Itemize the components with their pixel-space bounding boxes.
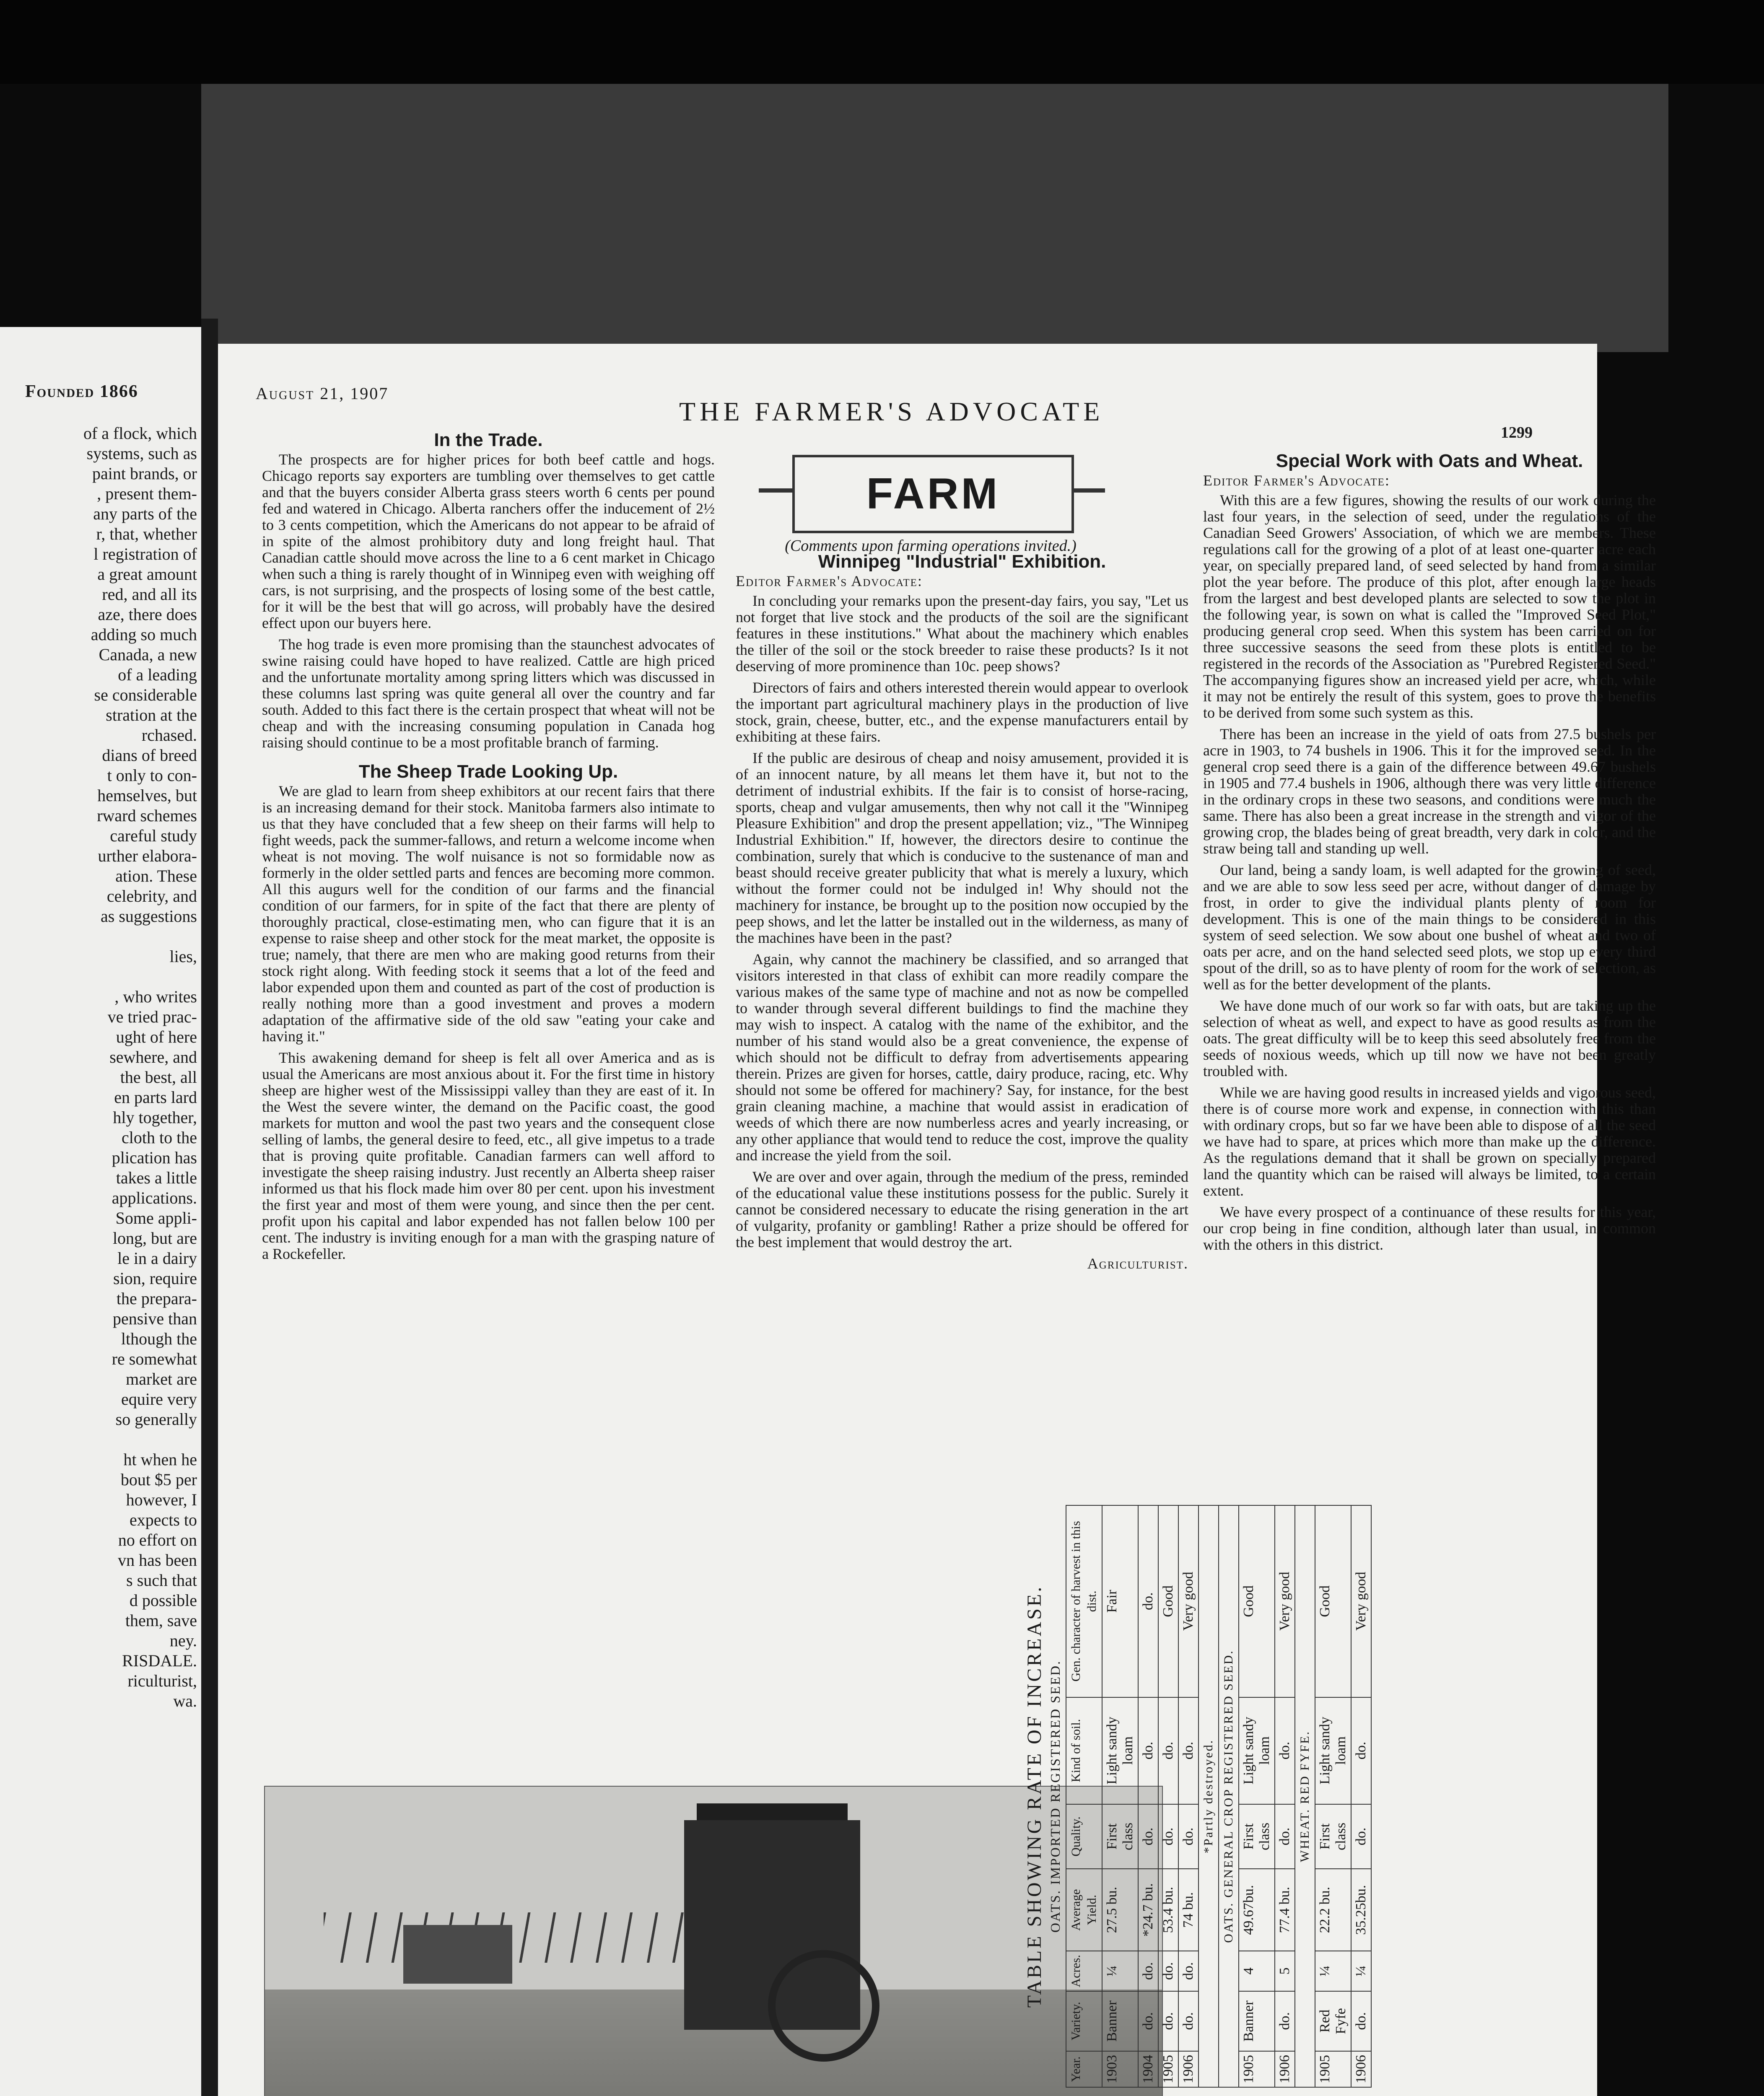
table-cell: 77.4 bu. <box>1275 1869 1295 1951</box>
paragraph: This awakening demand for sheep is felt all over America and as is usual the Americans are most anxious about it. For the first time in history sheep are higher west of the Mississippi valley than they are east of it. In the West the severe winter, the demand on the Pacific coast, the good markets for mutton and wool the past two years and the consequent close selling of lambs, the general desire to feed, etc., all give impetus to a trade that is proving quite profitable. Canadian farmers can well afford to investigate the sheep raising industry. Just recently an Alberta sheep raiser informed us that his flock made him over 80 per cent. upon his investment the first year and most of them were young, and since then the per cent. profit upon his capital and labor expended has not fallen below 100 per cent. The industry is inviting enough for a man with the grasping nature of a Rockefeller. <box>262 1049 715 1262</box>
issue-date: August 21, 1907 <box>256 384 389 403</box>
table-cell: do. <box>1275 1804 1295 1869</box>
left-page-line: rward schemes <box>97 806 197 825</box>
table-column-header: Kind of soil. <box>1066 1697 1102 1804</box>
left-page-line: sion, require <box>113 1269 197 1288</box>
left-page-line: the prepara- <box>116 1289 197 1308</box>
left-page-line: urther elabora- <box>98 846 197 865</box>
table-cell: ¼ <box>1102 1951 1138 1991</box>
table-cell: do. <box>1275 1991 1295 2051</box>
film-border-top <box>0 0 1764 84</box>
left-page-line: re somewhat <box>112 1349 197 1368</box>
left-page-line: riculturist, <box>127 1671 197 1690</box>
left-page-line: paint brands, or <box>92 464 197 483</box>
left-page-line: le in a dairy <box>117 1249 197 1268</box>
table-cell: Very good <box>1178 1505 1198 1697</box>
table-cell: 1904 <box>1138 2051 1158 2087</box>
left-page-line <box>0 967 197 987</box>
left-page-line: pensive than <box>112 1309 197 1328</box>
table-section-title: WHEAT. RED FYFE. <box>1295 1505 1315 2087</box>
engine-wheel-shape <box>768 1950 879 2062</box>
left-page-line: careful study <box>110 826 197 845</box>
table-cell: do. <box>1138 1804 1158 1869</box>
table-row <box>1102 1505 1138 2087</box>
paragraph: If the public are desirous of cheap and noisy amusement, provided it is of an innocent nature, by all means let them have it, but not to the detriment of industrial exhibits. If the fair is to consist of horse-racing, sports, cheap and vulgar amusements, then why not call it the ''Winnipeg Pleasure Exhibition'' and drop the present appellation; viz., ''The Winnipeg Industrial Exhibition.'' If, however, the directors desire to continue the combination, surely that which is conducive to the sustenance of man and beast should receive greater publicity that what is merely a luxury, which without the former could not be indulged in! Why should not the machinery for instance, be brought up to the position now occupied by the peep shows, and let the latter be installed out in the wilderness, as many of the machines have been in the past? <box>736 750 1188 946</box>
table-cell: do. <box>1158 1804 1178 1869</box>
left-page-line: r, that, whether <box>96 524 197 543</box>
paragraph: We are glad to learn from sheep exhibitors at our recent fairs that there is an increasing demand for their stock. Manitoba farmers also intimate to us that they have concluded that a few sheep on their farms will help to fight weeds, pack the summer-fallows, and return a welcome income when wheat is not moving. The wolf nuisance is not so formidable now as formerly in the older settled parts and fences are becoming more common. All this augurs well for the condition of our farms and the financial condition of our farmers, for in spite of the fact that there are plenty of thoroughly practical, close-estimating men, who can figure that it is an expense to raise sheep and other stock for the meat market, the opposite is true; namely, that there are men who are making good returns from their stock right along. With feeding stock it seems that a lot of the feed and labor expended upon them and counted as part of the cost of production is really nothing more than a good investment and proves a modern adaptation of the affirmative side of the old saw "eating your cake and having it." <box>262 783 715 1045</box>
left-page-line: ation. These <box>115 866 197 885</box>
left-page-line: celebrity, and <box>106 887 197 905</box>
left-page-line: expects to <box>129 1510 197 1529</box>
left-page-line: aze, there does <box>98 605 197 624</box>
left-page-line: en parts lard <box>114 1088 197 1107</box>
paragraph: We have done much of our work so far with oats, but are taking up the selection of wheat as well, and expect to have as good results as from the oats. The great difficulty will be to keep this seed absolutely free from the seeds of noxious weeds, which up till now we have not been greatly troubled with. <box>1203 997 1656 1079</box>
table-cell: do. <box>1178 1804 1198 1869</box>
paragraph: The prospects are for higher prices for both beef cattle and hogs. Chicago reports say exporters are tumbling over themselves to get cattle and that the buyers consider Alberta grass steers worth 6 cents per pound fed and watered in Chicago. Alberta ranchers offer the inducement of 2½ to 3 cents competition, which the Americans do not appear to be afraid of in spite of the almost prohibitory duty and long freight haul. That Canadian cattle should move across the line to a 6 cent market in Chicago when such a thing is rarely thought of in Winnipeg even with weighing off cars, is not surprising, and the prospects of losing some of the best cattle, for it will be the best that will go across, will probably have the desired effect upon our buyers here. <box>262 451 715 631</box>
table-section-row <box>1295 1505 1315 2087</box>
table-section-title: *Partly destroyed. <box>1198 1505 1219 2087</box>
left-page-line: wa. <box>173 1691 197 1710</box>
left-page-line: hly together, <box>113 1108 197 1127</box>
table-cell: 1906 <box>1275 2051 1295 2087</box>
column-1 <box>262 432 715 1267</box>
table-cell: 1903 <box>1102 2051 1138 2087</box>
table-cell: do. <box>1178 1697 1198 1804</box>
left-page-line: l registration of <box>93 545 197 563</box>
table-column-header: Gen. character of harvest in this dist. <box>1066 1505 1102 1697</box>
table-row <box>1158 1505 1178 2087</box>
table-cell: do. <box>1138 1505 1158 1697</box>
table-section-row <box>1198 1505 1219 2087</box>
left-page-line: d possible <box>129 1591 197 1610</box>
left-page-line: them, save <box>125 1611 197 1630</box>
paragraph: We are over and over again, through the medium of the press, reminded of the educational value these institutions possess for the public. Surely it cannot be considered necessary to educate the rising generation in the art of vulgarity, profanity or gambling! Rather a prize should be offered for the best implement that would destroy the art. <box>736 1168 1188 1250</box>
left-page-line: takes a little <box>116 1168 197 1187</box>
left-page-line: RISDALE. <box>122 1651 197 1670</box>
left-page-line: of a leading <box>118 665 197 684</box>
table-cell: First class <box>1315 1804 1351 1869</box>
page-number: 1299 <box>1501 424 1533 441</box>
left-page-line: Canada, a new <box>99 645 197 664</box>
paragraph: There has been an increase in the yield of oats from 27.5 bushels per acre in 1903, to 74 bushels in 1906. This it for the improved seed. In the general crop seed there is a gain of the difference between 49.67 bushels in 1905 and 77.4 bushels in 1906, although there was very little difference in the ordinary crops in these two seasons, and conditions were much the same. There has also been a great increase in the strength and vigor of the growing crop, the blades being of great breadth, very dark in color, and the straw being tall and standing up well. <box>1203 726 1656 857</box>
left-page-line: Some appli- <box>115 1209 197 1227</box>
paragraph: Our land, being a sandy loam, is well adapted for the growing of seed, and we are able to sow less seed per acre, without danger of damage by frost, in order to give the individual plants plenty of room for development. This is one of the main things to be considered in this system of seed selection. We sow about one bushel of wheat and two of oats per acre, and on the hand selected seed plots, we stop up every third spout of the drill, so as to have plenty of room for the work of selection, as well as for the better development of the plants. <box>1203 861 1656 993</box>
table-cell: do. <box>1138 1697 1158 1804</box>
left-page-line: equire very <box>121 1390 197 1409</box>
table-cell: Very good <box>1351 1505 1371 1697</box>
left-page-line: applications. <box>112 1188 197 1207</box>
table-cell: 22.2 bu. <box>1315 1869 1351 1951</box>
left-page-line: dians of breed <box>102 746 197 765</box>
column-2 <box>736 553 1188 1272</box>
table-cell: do. <box>1178 1991 1198 2051</box>
table-cell: Good <box>1239 1505 1275 1697</box>
section-subtitle: (Comments upon farming operations invited.) <box>785 537 1077 555</box>
left-page-line: plication has <box>112 1148 197 1167</box>
table-cell: do. <box>1178 1951 1198 1991</box>
table-cell: do. <box>1351 1697 1371 1804</box>
table-cell: Light sandy loam <box>1102 1697 1138 1804</box>
table-cell: 49.67bu. <box>1239 1869 1275 1951</box>
table-title: TABLE SHOWING RATE OF INCREASE. <box>1023 1585 1045 2008</box>
table-cell: First class <box>1239 1804 1275 1869</box>
rate-of-increase-table <box>1023 1505 1413 2088</box>
table-cell: 1906 <box>1178 2051 1198 2087</box>
table-cell: do. <box>1158 1951 1178 1991</box>
left-page-line: bout $5 per <box>120 1470 197 1489</box>
table-cell: Banner <box>1239 1991 1275 2051</box>
table-row <box>1239 1505 1275 2087</box>
table-cell: First class <box>1102 1804 1138 1869</box>
left-page-line: no effort on <box>118 1530 197 1549</box>
left-page-line: vn has been <box>118 1551 197 1569</box>
table-row <box>1138 1505 1158 2087</box>
left-page-line: ney. <box>169 1631 197 1650</box>
table-row <box>1351 1505 1371 2087</box>
left-page-text <box>0 423 197 1711</box>
table-cell: do. <box>1158 1697 1178 1804</box>
left-page-line: , who writes <box>114 987 197 1006</box>
table-cell: 4 <box>1239 1951 1275 1991</box>
table-cell: Light sandy loam <box>1239 1697 1275 1804</box>
table-column-header: Variety. <box>1066 1991 1102 2051</box>
left-page-line: a great amount <box>97 565 197 584</box>
table-cell: ¼ <box>1351 1951 1371 1991</box>
left-page-line: systems, such as <box>86 444 197 463</box>
paragraph: In concluding your remarks upon the present-day fairs, you say, ''Let us not forget that live stock and the products of the soil are the significant features in these institutions.'' What about the machinery which enables the tiller of the soil or the stock breeder to raise these products? Is it not deserving of more prominence than 10c. peep shows? <box>736 592 1188 674</box>
table-column-header: Year. <box>1066 2051 1102 2087</box>
table-cell: 35.25bu. <box>1351 1869 1371 1951</box>
left-page-line <box>0 926 197 947</box>
table-cell: 1905 <box>1315 2051 1351 2087</box>
table-section-title: OATS. GENERAL CROP REGISTERED SEED. <box>1219 1505 1239 2087</box>
table-cell: 1905 <box>1158 2051 1178 2087</box>
left-page-line: lthough the <box>121 1329 197 1348</box>
table-cell: 1906 <box>1351 2051 1371 2087</box>
left-page-line: lies, <box>169 947 197 966</box>
table-row <box>1275 1505 1295 2087</box>
paragraph: We have every prospect of a continuance of these results for this year, our crop being in fine condition, although later than usual, in common with the others in this district. <box>1203 1204 1656 1253</box>
table-cell: Good <box>1158 1505 1178 1697</box>
signature: Agriculturist. <box>1087 1255 1188 1272</box>
left-page-line <box>0 1429 197 1450</box>
table-column-header: Quality. <box>1066 1804 1102 1869</box>
table-cell: do. <box>1275 1697 1295 1804</box>
left-page-line: of a flock, which <box>83 424 197 443</box>
left-page-line: any parts of the <box>93 504 197 523</box>
table-cell: do. <box>1158 1991 1178 2051</box>
paragraph: While we are having good results in increased yields and vigorous seed, there is of course more work and expense, in connection with this than with ordinary crops, but so far we have been able to dispose of all the seed we have had to spare, at prices which more than make up the difference. As the regulations demand that it shall be grown on specially prepared land the quantity which can be raised will always be limited, to a certain extent. <box>1203 1084 1656 1199</box>
table-cell: 53.4 bu. <box>1158 1869 1178 1951</box>
table-cell: do. <box>1138 1991 1158 2051</box>
section-banner <box>792 455 1074 533</box>
left-page-line: , present them- <box>97 484 197 503</box>
table-cell: Fair <box>1102 1505 1138 1697</box>
table-cell: do. <box>1138 1951 1158 1991</box>
table-row <box>1178 1505 1198 2087</box>
left-page-line: the best, all <box>120 1068 197 1087</box>
paragraph: Again, why cannot the machinery be classified, and so arranged that visitors interested in that class of exhibit can more readily compare the various makes of the same type of machine and not as now be compelled to wander through several different buildings to find the machine they may wish to inspect. A catalog with the name of the exhibitor, and the number of his stand would also be a great convenience, the expense of which should not be difficult to defray from advertisements appearing therein. Prizes are given for horses, cattle, dairy produce, racing, etc. Why should not some be offered for machinery? Say, for instance, for the best grain cleaning machine, a machine that would assist in eradication of weeds of which there are now numberless acres and yearly increasing, or any other appliance that would tend to reduce the cost, improve the quality and increase the yield from the soil. <box>736 951 1188 1164</box>
left-facing-page <box>0 327 201 2096</box>
left-page-line: se considerable <box>94 685 197 704</box>
data-table <box>1066 1505 1372 2088</box>
left-page-line: ught of here <box>116 1027 197 1046</box>
article-heading-sheep: The Sheep Trade Looking Up. <box>358 761 618 782</box>
table-header-row <box>1066 1505 1102 2087</box>
horse-team-shape <box>403 1925 512 1984</box>
table-cell: Good <box>1315 1505 1351 1697</box>
table-cell: 27.5 bu. <box>1102 1869 1138 1951</box>
left-page-line: s such that <box>126 1571 197 1590</box>
table-cell: *24.7 bu. <box>1138 1869 1158 1951</box>
table-row <box>1315 1505 1351 2087</box>
banner-rule-right <box>1071 488 1105 493</box>
left-page-line: adding so much <box>91 625 197 644</box>
left-page-line: so generally <box>115 1410 197 1429</box>
left-page-line: cloth to the <box>122 1128 197 1147</box>
table-cell: Very good <box>1275 1505 1295 1697</box>
table-cell: Banner <box>1102 1991 1138 2051</box>
table-column-header: Average Yield. <box>1066 1869 1102 1951</box>
table-section-row <box>1219 1505 1239 2087</box>
article-heading-trade: In the Trade. <box>434 430 543 450</box>
salutation: Editor Farmer's Advocate: <box>736 573 923 589</box>
left-page-line: sewhere, and <box>109 1048 197 1066</box>
article-heading-exhibition: Winnipeg "Industrial" Exhibition. <box>818 551 1106 572</box>
section-banner-label: FARM <box>866 470 1000 518</box>
left-page-line: red, and all its <box>102 585 197 604</box>
table-cell: 74 bu. <box>1178 1869 1198 1951</box>
left-page-line: market are <box>126 1370 197 1388</box>
page-spine <box>201 319 218 2096</box>
table-subtitle: OATS. IMPORTED REGISTERED SEED. <box>1048 1660 1063 1933</box>
banner-rule-left <box>759 488 792 493</box>
left-page-line: stration at the <box>106 706 197 724</box>
salutation: Editor Farmer's Advocate: <box>1203 472 1390 489</box>
left-page-line: as suggestions <box>101 907 197 926</box>
left-page-header: Founded 1866 <box>25 382 138 401</box>
column-3 <box>1203 453 1656 1258</box>
table-cell: Red Fyfe <box>1315 1991 1351 2051</box>
table-column-header: Acres. <box>1066 1951 1102 1991</box>
left-page-line: rchased. <box>141 726 197 744</box>
left-page-line: t only to con- <box>107 766 197 785</box>
left-page-line: ht when he <box>123 1450 197 1469</box>
table-cell: ¼ <box>1315 1951 1351 1991</box>
table-cell: do. <box>1351 1991 1371 2051</box>
left-page-line: ve tried prac- <box>107 1007 197 1026</box>
film-frame <box>201 84 1668 352</box>
paragraph: The hog trade is even more promising than the staunchest advocates of swine raising could have hoped to have realized. Cattle are high priced and the unfortunate mortality among spring litters which was discussed in these columns last spring was quite general all over the country and far south. Added to this fact there is the certain prospect that wheat will not be cheap and with the increasing consuming population in Canada hog raising should continue to be a most profitable branch of farming. <box>262 636 715 751</box>
table-cell: do. <box>1351 1804 1371 1869</box>
left-page-line: long, but are <box>112 1229 197 1248</box>
table-cell: 1905 <box>1239 2051 1275 2087</box>
article-heading-oats-wheat: Special Work with Oats and Wheat. <box>1276 451 1583 471</box>
table-cell: 5 <box>1275 1951 1295 1991</box>
paragraph: Directors of fairs and others interested therein would appear to overlook the important part agricultural machinery plays in the production of live stock, grain, cheese, butter, etc., and the expense manufacturers entail by exhibiting at these fairs. <box>736 679 1188 745</box>
table-cell: Light sandy loam <box>1315 1697 1351 1804</box>
left-page-line: hemselves, but <box>97 786 197 805</box>
masthead-title: THE FARMER'S ADVOCATE <box>679 397 1104 426</box>
left-page-line: however, I <box>126 1490 197 1509</box>
paragraph: With this are a few figures, showing the results of our work during the last four years, in the selection of seed, under the regulations of the Canadian Seed Growers' Association, of which we are members. These regulations call for the growing of a plot of at least one-quarter acre each year, on specially prepared land, of seed selected by hand from a similar plot the year before. The produce of this plot, after enough large heads from the largest and best developed plants are selected to sow the plot in the following year, is sown on what is called the "Improved Seed Plot," producing general crop seed. When this system has been carried on for three successive seasons the seed from these plots is entitled to be registered in the records of the Association as "Purebred Registered Seed." The accompanying figures show an increased yield per acre, which, while it may not be entirely the result of this system, goes to prove the benefits to be derived from some such system as this. <box>1203 492 1656 721</box>
